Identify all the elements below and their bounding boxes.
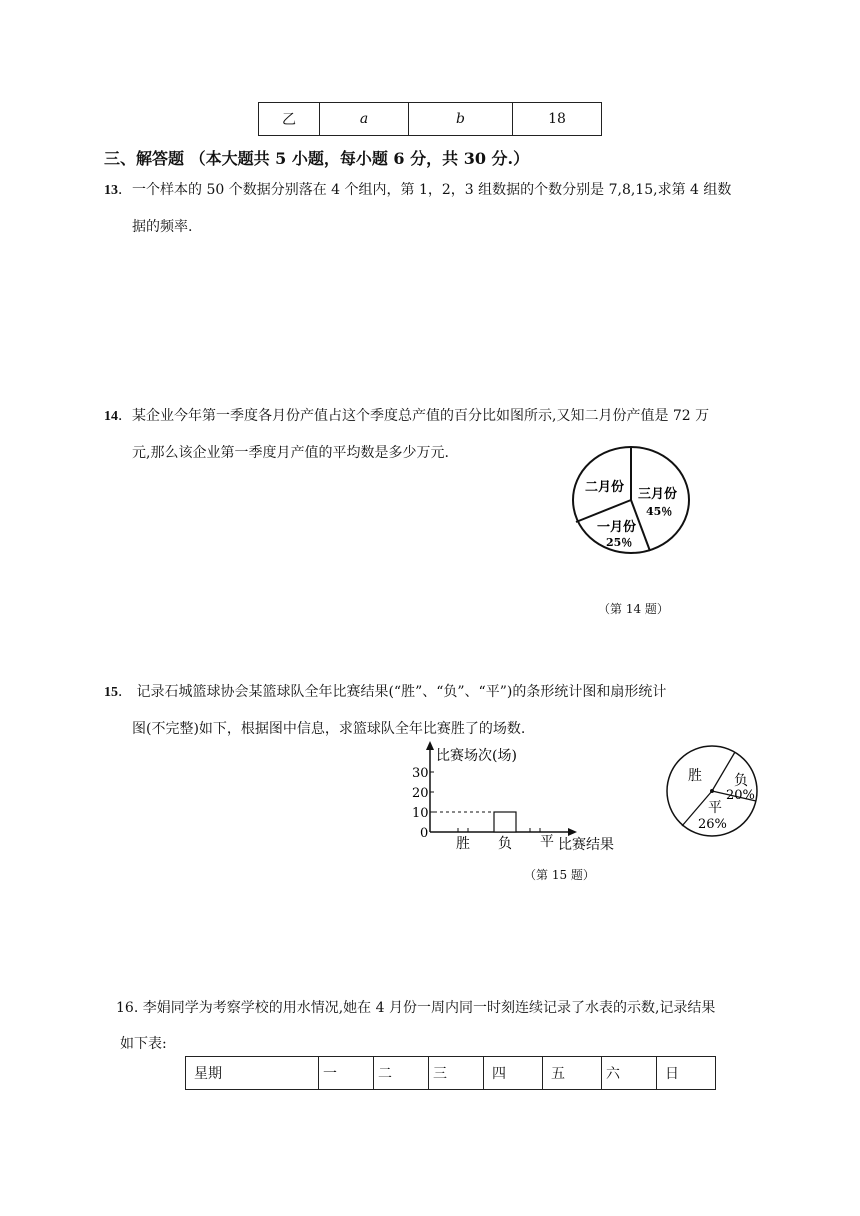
pie-label-lose: 负 — [734, 773, 748, 789]
q15-bar-chart — [400, 740, 630, 858]
pie-pct-lose: 20% — [726, 788, 755, 803]
pie-divider — [576, 500, 631, 522]
question-text: ．一个样本的 50 个数据分别落在 4 个组内，第 1，2，3 组数据的个数分别是 7,8,15,求第 4 组数 — [118, 182, 732, 198]
table-header-cell: 五 — [543, 1057, 602, 1090]
x-category-label: 负 — [498, 836, 512, 852]
y-tick-label: 10 — [412, 806, 429, 821]
pie-label-mar: 三月份 — [638, 487, 678, 502]
y-tick-label: 30 — [412, 766, 429, 781]
question-text: 元,那么该企业第一季度月产值的平均数是多少万元. — [132, 445, 449, 461]
section-heading: 三、解答题 （本大题共 5 小题，每小题 6 分，共 30 分.） — [104, 149, 530, 168]
table-header-cell: 星期 — [186, 1057, 319, 1090]
pie-pct-draw: 26% — [698, 817, 727, 832]
pie-label-feb: 二月份 — [585, 480, 625, 495]
question-text: ．某企业今年第一季度各月份产值占这个季度总产值的百分比如图所示,又知二月份产值是 72 万 — [118, 408, 710, 424]
question-15 — [104, 674, 764, 747]
table-header-cell: 一 — [319, 1057, 374, 1090]
figure-caption: （第 15 题） — [524, 868, 595, 882]
table-cell: 18 — [513, 103, 602, 136]
pie-label-draw: 平 — [708, 800, 722, 816]
pie-pct-jan: 25％ — [606, 536, 633, 549]
question-number: 14 — [104, 409, 118, 424]
figure-caption: （第 14 题） — [598, 602, 669, 616]
table-header-cell: 四 — [484, 1057, 543, 1090]
q14-pie-chart — [566, 446, 696, 558]
y-axis-label: 比赛场次(场) — [436, 748, 517, 764]
table-header-cell: 六 — [602, 1057, 657, 1090]
table-cell: b — [409, 103, 513, 136]
y-tick-label: 0 — [420, 826, 429, 841]
water-meter-table — [185, 1056, 716, 1090]
question-text: 如下表: — [120, 1036, 167, 1052]
question-text: ． 记录石城篮球协会某篮球队全年比赛结果(“胜”、“负”、“平”)的条形统计图和扇形统计 — [118, 684, 667, 700]
table-cell: 乙 — [259, 103, 320, 136]
table-header-cell: 二 — [374, 1057, 429, 1090]
question-text: 图(不完整)如下，根据图中信息，求篮球队全年比赛胜了的场数. — [132, 721, 526, 737]
question-16 — [116, 990, 766, 1062]
question-text: 16. 李娟同学为考察学校的用水情况,她在 4 月份一周内同一时刻连续记录了水表的示数,记录结果 — [116, 1000, 716, 1016]
bar-lose — [494, 812, 516, 832]
table-header-cell: 三 — [429, 1057, 484, 1090]
question-number: 15 — [104, 685, 118, 700]
question-13 — [104, 172, 764, 245]
top-table — [258, 102, 602, 136]
x-category-label: 平 — [540, 834, 554, 850]
table-row — [259, 103, 602, 136]
table-header-cell: 日 — [657, 1057, 716, 1090]
x-axis-label: 比赛结果 — [558, 837, 614, 853]
table-row — [186, 1057, 716, 1090]
pie-pct-mar: 45％ — [646, 505, 673, 518]
pie-label-jan: 一月份 — [597, 520, 637, 535]
question-text: 据的频率. — [132, 219, 193, 235]
x-axis-arrow — [568, 828, 577, 836]
y-tick-label: 20 — [412, 786, 429, 801]
x-category-label: 胜 — [456, 836, 470, 852]
question-number: 13 — [104, 183, 118, 198]
pie-divider — [712, 752, 735, 791]
pie-label-win: 胜 — [688, 768, 702, 784]
table-cell: a — [320, 103, 409, 136]
y-axis-arrow — [426, 741, 434, 750]
q15-pie-chart — [664, 740, 764, 842]
